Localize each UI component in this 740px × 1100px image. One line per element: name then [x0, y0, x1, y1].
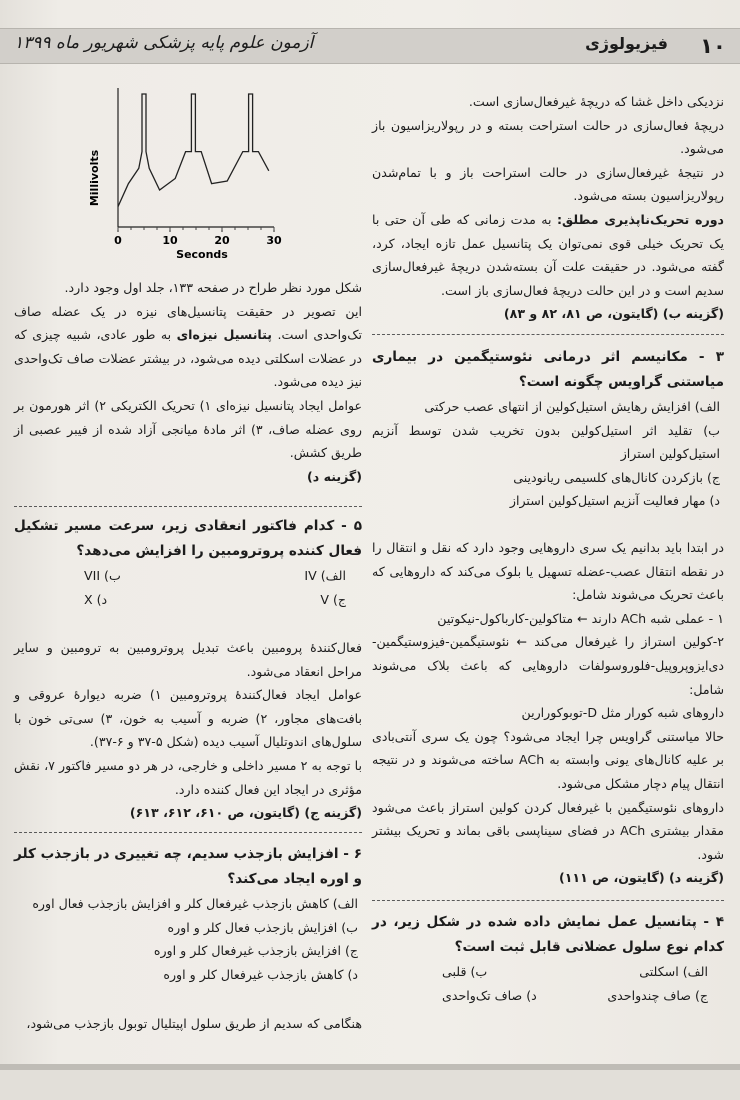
question-text: ۵ - کدام فاکتور انعقادی زیر، سرعت مسیر تشکیل فعال کننده پروترومبین را افزایش می‌دهد؟	[14, 518, 362, 559]
answer-line: (گزینه ب) (گایتون، ص ۸۱، ۸۲ و ۸۳)	[503, 306, 724, 322]
potential-trace	[118, 94, 269, 207]
option-row	[14, 588, 362, 612]
paragraph: شکل مورد نظر طراح در صفحه ۱۳۳، جلد اول وجود دارد.	[64, 280, 362, 295]
option: ج) بازکردن کانال‌های کلسیمی ریانودینی	[513, 469, 720, 485]
explanation-6	[14, 1012, 362, 1036]
paragraph: ۲-کولین استراز را غیرفعال می‌کند ← نئوستیگمین-فیزوستیگمین-دی‌ایزوپروپیل-فلوروسولفات داروهایی که باعث بلاک می‌شوند شامل:	[372, 634, 724, 697]
question-6	[14, 842, 362, 986]
separator	[372, 334, 724, 335]
subject-title: فیزیولوژی	[585, 34, 668, 53]
x-tick-label: 30	[266, 234, 282, 247]
option-row	[372, 984, 724, 1008]
paragraph: داروهای نئوستیگمین با غیرفعال کردن کولین استراز باعث می‌شود مقدار بیشتری ACh در فضای سیناپسی باقی بماند و تحریک بیشتر شود.	[372, 799, 725, 862]
option: الف) افزایش رهایش استیل‌کولین از انتهای عصب حرکتی	[424, 399, 720, 414]
left-column-top	[14, 276, 362, 488]
question-text: ۳ - مکانیسم اثر درمانی نئوستیگمین در بیماری میاستنی گراویس چگونه است؟	[372, 349, 724, 390]
y-axis-label: Millivolts	[88, 149, 101, 207]
option: الف) کاهش بازجذب غیرفعال کلر و افزایش بازجذب فعال اوره	[32, 896, 358, 911]
question-3	[372, 345, 724, 513]
option: د) مهار فعالیت آنزیم استیل‌کولین استراز	[509, 493, 720, 509]
option: ب) VII	[84, 568, 121, 583]
page-bottom-margin	[0, 1070, 740, 1100]
x-tick-label: 10	[162, 234, 178, 247]
x-tick-label: 20	[214, 234, 230, 247]
paragraph: در نتیجهٔ غیرفعال‌سازی در حالت استراحت باز و با تمام‌شدن رپولاریزاسیون بسته می‌شود.	[372, 164, 724, 204]
question-text: ۶ - افزایش بازجذب سدیم، چه تغییری در بازجذب کلر و اوره ایجاد می‌کند؟	[14, 846, 362, 887]
option: د) صاف تک‌واحدی	[442, 987, 537, 1003]
x-axis-label: Seconds	[176, 248, 228, 261]
option: ج) افزایش بازجذب غیرفعال کلر و اوره	[153, 943, 358, 959]
answer-line: (گزینه ج) (گایتون، ص ۶۱۰، ۶۱۲، ۶۱۳)	[129, 805, 362, 821]
paragraph: دوره تحریک‌ناپذیری مطلق: به مدت زمانی که طی آن حتی با یک تحریک خیلی قوی نمی‌توان یک پتانسیل عمل تازه ایجاد، کرد، گفته می‌شود. در حقیقت علت آن بسته‌شدن دریچهٔ غیرفعال‌سازی سدیم است و در این حالت دریچهٔ فعال‌سازی باز است.	[372, 211, 724, 298]
option: ب) قلبی	[442, 964, 488, 979]
paragraph: در ابتدا باید بدانیم یک سری داروهایی وجود دارد که نقل و انتقال را در نقطه انتقال عصب-عضله تسهیل یا بلوک می‌کند که داروهایی که باعث تحریک می‌شوند شامل:	[372, 540, 724, 603]
page-number: ۱۰	[700, 34, 726, 58]
question-5	[14, 514, 362, 611]
option: الف) IV	[304, 568, 346, 583]
exam-title: آزمون علوم پایه پزشکی شهریور ماه ۱۳۹۹	[14, 33, 314, 53]
option: ج) صاف چندواحدی	[607, 987, 708, 1003]
page-header	[0, 28, 740, 64]
separator	[372, 900, 724, 901]
question-text: ۴ - پتانسیل عمل نمایش داده شده در شکل زیر، در کدام نوع سلول عضلانی قابل ثبت است؟	[372, 914, 724, 955]
paragraph: فعال‌کنندهٔ پرومبین باعث تبدیل پروترومبین به ترومبین و سایر مراحل انعقاد می‌شود.	[14, 640, 362, 679]
x-ticks	[114, 227, 282, 247]
paragraph: دریچهٔ فعال‌سازی در حالت استراحت بسته و در رپولاریزاسیون باز می‌شود.	[372, 117, 724, 157]
explanation-5	[14, 636, 362, 825]
paragraph: با توجه به ۲ مسیر داخلی و خارجی، در هر دو مسیر فاکتور ۷، نقش مؤثری در ایجاد این فعال کننده دارد.	[14, 757, 362, 797]
separator	[14, 506, 362, 507]
option-row	[14, 564, 362, 588]
option: ج) V	[320, 591, 346, 607]
option: ب) افزایش بازجذب فعال کلر و اوره	[167, 919, 358, 935]
option: ب) تقلید اثر استیل‌کولین بدون تخریب شدن توسط آنزیم استیل‌کولین استراز	[372, 422, 720, 462]
right-column-top	[372, 90, 724, 326]
x-tick-label: 0	[114, 234, 122, 247]
option: د) کاهش بازجذب غیرفعال کلر و اوره	[163, 966, 358, 982]
explanation-3	[372, 536, 724, 890]
paragraph: عوامل ایجاد پتانسیل نیزه‌ای ۱) تحریک الکتریکی ۲) اثر هورمون بر روی عضله صاف، ۳) اثر مادهٔ میانجی آزاد شده از فیبر عصبی از طریق کشش.	[14, 397, 362, 461]
term-bold: دوره تحریک‌ناپذیری مطلق:	[556, 211, 724, 227]
question-4	[372, 910, 724, 1007]
paragraph: حالا میاستنی گراویس چرا ایجاد می‌شود؟ چون یک سری آنتی‌بادی بر علیه کانال‌های یونی وابسته به ACh ساخته می‌شوند و در نتیجه انتقال پیام دچار مشکل می‌شود.	[372, 728, 725, 791]
paragraph: این تصویر در حقیقت پتانسیل‌های نیزه در یک عضله صاف تک‌واحدی است. پتانسیل نیزه‌ای به طور عادی، شبیه چیزی که در عضلات اسکلتی دیده می‌شود، در بیشتر عضلات صاف تک‌واحدی نیز دیده می‌شود.	[14, 303, 363, 390]
paragraph: نزدیکی داخل غشا که دریچهٔ غیرفعال‌سازی است.	[468, 94, 724, 109]
paragraph: هنگامی که سدیم از طریق سلول اپیتلیال توبول بازجذب می‌شود،	[26, 1016, 362, 1031]
term-bold: پتانسیل نیزه‌ای	[176, 327, 273, 343]
action-potential-chart	[82, 80, 302, 265]
option: الف) اسکلتی	[639, 964, 708, 979]
paragraph: عوامل ایجاد فعال‌کنندهٔ پروترومبین ۱) ضربه دیوارهٔ عروقی و بافت‌های مجاور، ۲) ضربه و آسیب به خون، ۳) سی‌تی خون با سلول‌های اندوتلیال آسیب دیده (شکل ۵-۳۷ و ۶-۳۷).	[14, 687, 363, 750]
separator	[14, 832, 362, 833]
answer-line: (گزینه د) (گایتون، ص ۱۱۱)	[558, 870, 724, 886]
option-row	[372, 960, 724, 984]
paragraph: داروهای شبه کورار مثل D-توبوکورارین	[521, 705, 724, 721]
answer-line: (گزینه د)	[306, 468, 362, 484]
option: د) X	[84, 591, 108, 607]
paragraph: ۱ - عملی شبه ACh دارند ← متاکولین-کارباکول-نیکوتین	[437, 610, 724, 626]
